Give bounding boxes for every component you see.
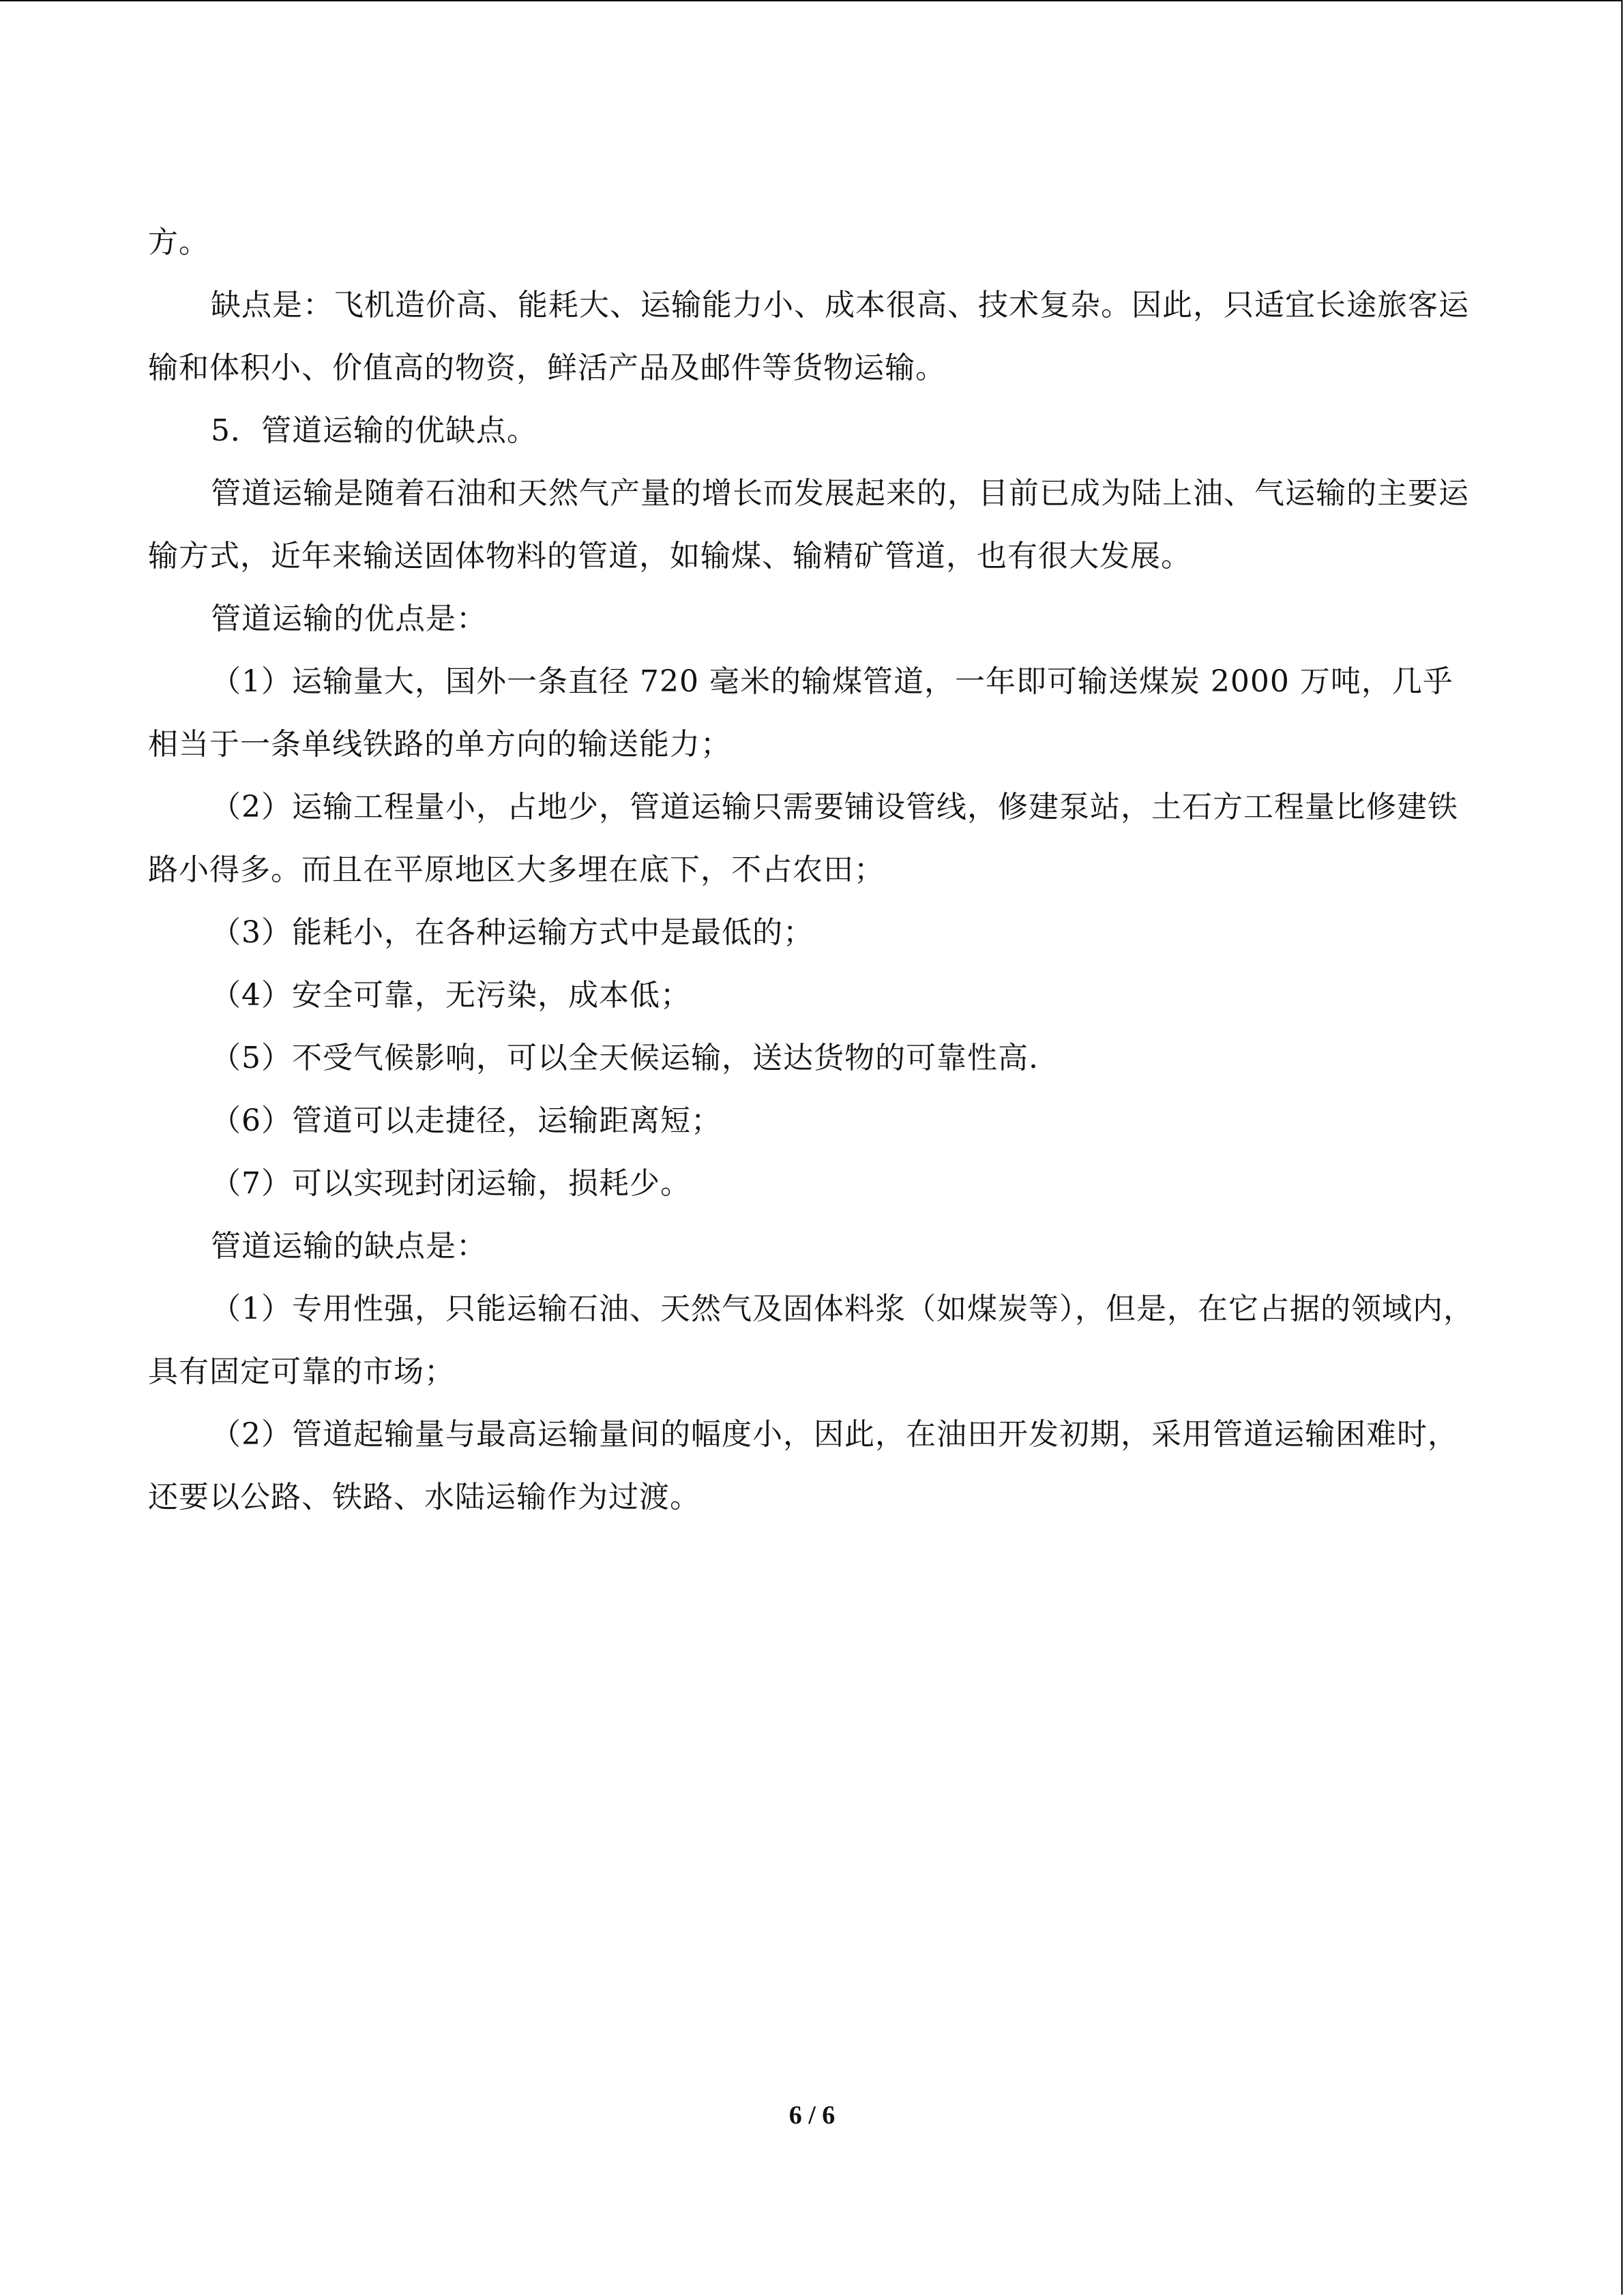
advantage-item-4: （4）安全可靠，无污染，成本低； (211, 978, 691, 1013)
advantage-item-7: （7）可以实现封闭运输，损耗少。 (211, 1166, 691, 1201)
page-number: 6 / 6 (788, 2101, 836, 2130)
document-body (148, 211, 1478, 1529)
disadvantage-item-1: （1）专用性强，只能运输石油、天然气及固体料浆（如煤炭等），但是，在它占据的领域内，具有固定可靠的市场； (148, 1292, 1474, 1389)
paragraph-advantages-heading: 管道运输的优点是： (211, 601, 487, 636)
paragraph-continuation: 方。 (148, 225, 209, 260)
advantage-item-1: （1）运输量大，国外一条直径 720 毫米的输煤管道，一年即可输送煤炭 2000 万吨，几乎相当于一条单线铁路的单方向的输送能力； (148, 664, 1453, 762)
advantage-item-2: （2）运输工程量小，占地少，管道运输只需要铺设管线，修建泵站，土石方工程量比修建铁路小得多。而且在平原地区大多埋在底下，不占农田； (148, 790, 1458, 887)
section-heading-pipeline: 5．管道运输的优缺点。 (211, 413, 537, 448)
paragraph-air-disadvantages: 缺点是：飞机造价高、能耗大、运输能力小、成本很高、技术复杂。因此，只适宜长途旅客运输和体积小、价值高的物资，鲜活产品及邮件等货物运输。 (148, 288, 1469, 385)
paragraph-pipeline-intro: 管道运输是随着石油和天然气产量的增长而发展起来的，目前已成为陆上油、气运输的主要运输方式，近年来输送固体物料的管道，如输煤、输精矿管道，也有很大发展。 (148, 476, 1469, 573)
advantage-item-6: （6）管道可以走捷径，运输距离短； (211, 1103, 722, 1138)
advantage-item-3: （3）能耗小，在各种运输方式中是最低的； (211, 915, 814, 950)
paragraph-disadvantages-heading: 管道运输的缺点是： (211, 1229, 487, 1264)
advantage-item-5: （5）不受气候影响，可以全天候运输，送达货物的可靠性高. (211, 1041, 1039, 1075)
disadvantage-item-2: （2）管道起输量与最高运输量间的幅度小，因此，在油田开发初期，采用管道运输困难时，还要以公路、铁路、水陆运输作为过渡。 (148, 1417, 1458, 1515)
